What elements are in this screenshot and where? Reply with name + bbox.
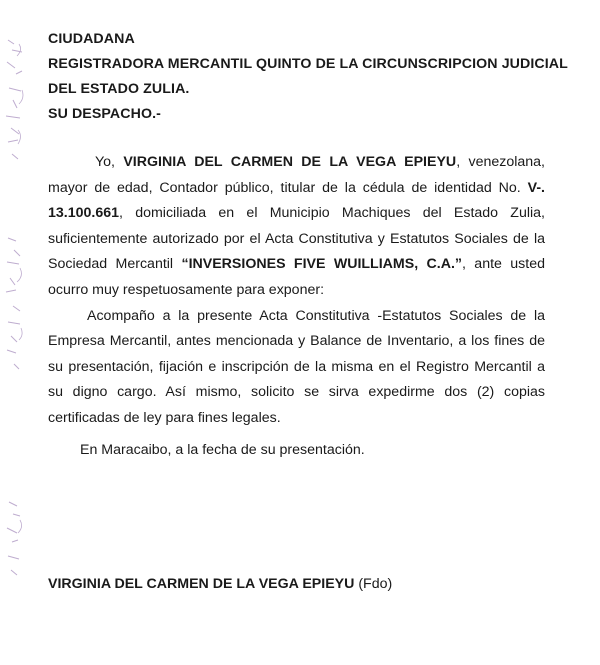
header-line-citizen: CIUDADANA (48, 31, 135, 47)
intro-text: Yo, (95, 154, 124, 170)
id-number: V-. 13.100.661 (48, 179, 545, 222)
authorization-text: , domiciliada en el Municipio Machiques del Estado Zulia, suficientemente autorizado por el Acta Constitutiva y Estatutos Sociales de la Sociedad Mercantil (48, 205, 545, 273)
stamp-mark-middle (4, 232, 30, 382)
stamp-mark-top (4, 30, 30, 170)
company-name: “INVERSIONES FIVE WUILLIAMS, C.A.” (181, 256, 462, 273)
paragraph-request: Acompaño a la presente Acta Constitutiva -Estatutos Sociales de la Empresa Mercantil, antes mencionada y Balance de Inventario, a los fines de su presentación, fijación e inscripción de la misma en el Registro Mercantil a su digno cargo. Así mismo, solicito se sirva expedirme dos (2) copias certificadas de ley para fines legales. (48, 307, 545, 426)
addressee-header (48, 27, 568, 127)
signatory-name: VIRGINIA DEL CARMEN DE LA VEGA EPIEYU (48, 576, 355, 592)
paragraph-place-date: En Maracaibo, a la fecha de su presentación. (80, 441, 365, 458)
stamp-mark-bottom (4, 494, 30, 584)
header-line-state: DEL ESTADO ZULIA. (48, 81, 190, 97)
applicant-details: , venezolana, mayor de edad, Contador público, titular de la cédula de identidad No. (48, 154, 545, 196)
header-line-registrar: REGISTRADORA MERCANTIL QUINTO DE LA CIRCUNSCRIPCION JUDICIAL (48, 56, 568, 72)
header-line-office: SU DESPACHO.- (48, 106, 161, 122)
signature-suffix: (Fdo) (354, 576, 393, 592)
letter-body (48, 150, 545, 463)
applicant-name: VIRGINIA DEL CARMEN DE LA VEGA EPIEYU (123, 154, 457, 170)
signature-line (48, 576, 392, 592)
closing-text: , ante usted ocurro muy respetuosamente para exponer: (48, 256, 545, 298)
paragraph-introduction (48, 150, 545, 304)
